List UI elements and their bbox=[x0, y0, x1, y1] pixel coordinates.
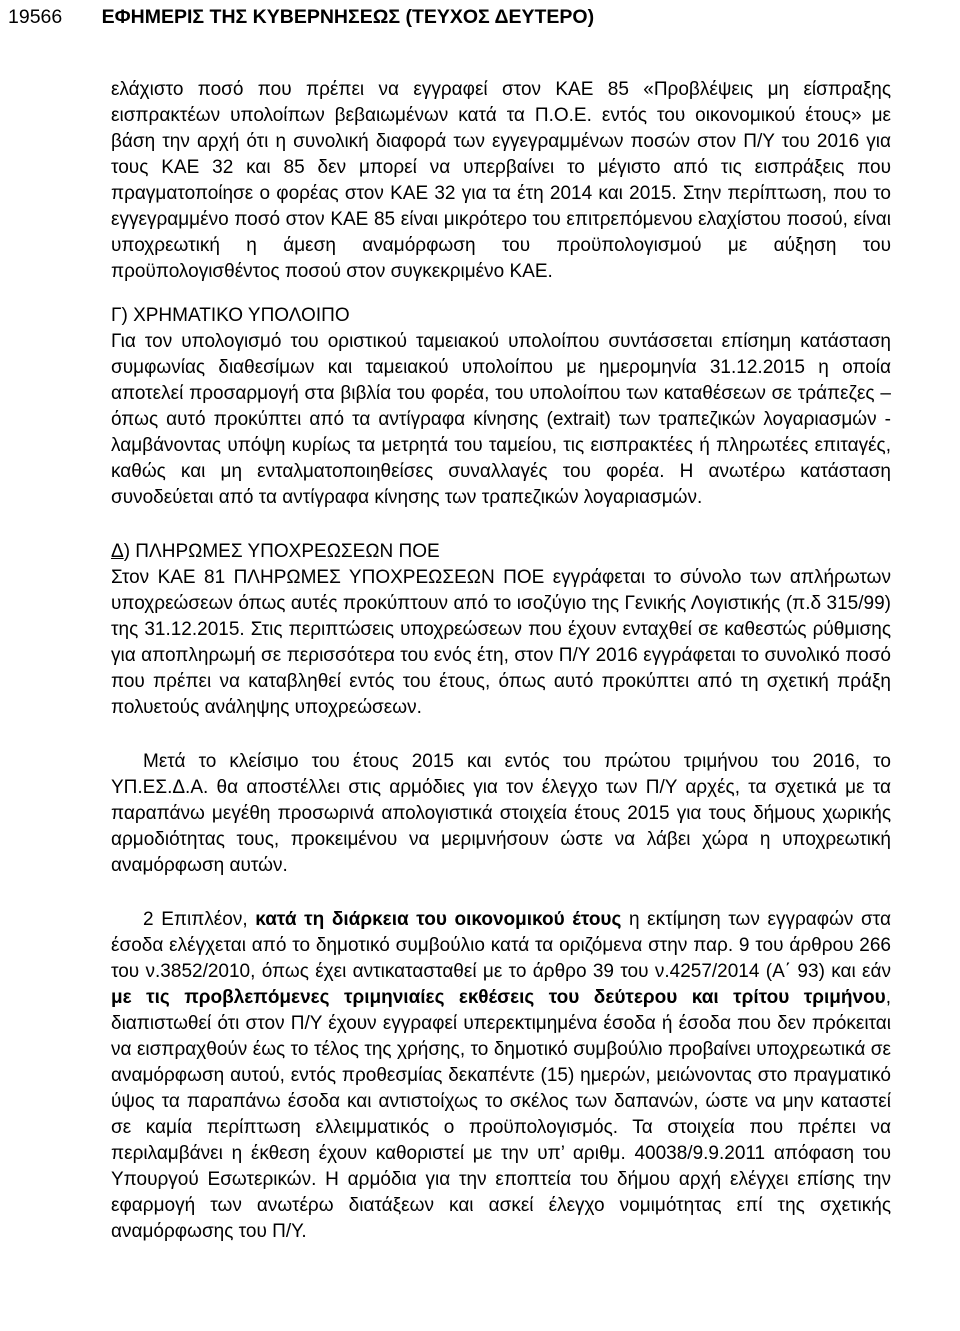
page-number: 19566 bbox=[8, 6, 63, 28]
paragraph-gap bbox=[111, 511, 891, 539]
journal-title: ΕΦΗΜΕΡΙΣ ΤΗΣ ΚΥΒΕΡΝΗΣΕΩΣ (ΤΕΥΧΟΣ ΔΕΥΤΕΡΟ) bbox=[101, 6, 595, 28]
paragraph-2-part-2: η εκτίμηση των εγγραφών στα έσοδα ελέγχεται από το δημοτικό συμβούλιο κατά τα οριζόμενα στην παρ. 9 του άρθρου 266 του ν.3852/2010, όπως έχει αντικατασταθεί με το άρθρο 39 του ν.4257/2014 (Α΄ 93) και εάν bbox=[111, 909, 891, 982]
section-d-title bbox=[111, 539, 891, 565]
paragraph-after-closing: Μετά το κλείσιμο του έτους 2015 και εντός του πρώτου τριμήνου του 2016, το ΥΠ.ΕΣ.Δ.Α. θα αποστέλλει στις αρμόδιες για τον έλεγχο των Π/Υ αρχές, τα σχετικά με τα παραπάνω μεγέθη προσωρινά απολογιστικά στοιχεία έτους 2015 για τους δήμους χωρικής αρμοδιότητας τους, προκειμένου να μεριμνήσουν ώστε να λάβει χώρα η υποχρεωτική αναμόρφωση αυτών. bbox=[111, 751, 891, 876]
paragraph-2-bold-1: κατά τη διάρκεια του οικονομικού έτους bbox=[255, 909, 622, 930]
document-body bbox=[111, 77, 891, 1245]
section-d-title-rest: ) ΠΛΗΡΩΜΕΣ ΥΠΟΧΡΕΩΣΕΩΝ ΠΟΕ bbox=[123, 541, 440, 562]
section-g-body: Για τον υπολογισμό του οριστικού ταμειακού υπολοίπου συντάσσεται επίσημη κατάσταση συμφωνίας διαθεσίμων και ταμειακού υπολοίπου με ημερομηνία 31.12.2015 η οποία αποτελεί προσαρμογή στα βιβλία του φορέα, του υπολοίπου των καταθέσεων σε τράπεζες – όπως αυτό προκύπτει από τα αντίγραφα κίνησης (extrait) των τραπεζικών λογαριασμών - λαμβάνοντας υπόψη κυρίως τα μετρητά του ταμείου, τις εισπρακτέες ή πληρωτέες επιταγές, καθώς και μη ενταλματοποιηθείσες συναλλαγές του φορέα. Η ανωτέρω κατάσταση συνοδεύεται από τα αντίγραφα κίνησης των τραπεζικών λογαριασμών. bbox=[111, 331, 891, 508]
paragraph-kae-85: ελάχιστο ποσό που πρέπει να εγγραφεί στον ΚΑΕ 85 «Προβλέψεις μη είσπραξης εισπρακτέων υπολοίπων βεβαιωμένων κατά τα Π.Ο.Ε. εντός του οικονομικού έτους» με βάση την αρχή ότι η συνολική διαφορά των εγγεγραμμένων ποσών στον Π/Υ του 2016 για τους ΚΑΕ 32 και 85 δεν μπορεί να υπερβαίνει το μέγιστο από τις εισπράξεις που πραγματοποίησε ο φορέας στον ΚΑΕ 32 για τα έτη 2014 και 2015. Στην περίπτωση, που το εγγεγραμμένο ποσό στον ΚΑΕ 85 είναι μικρότερο του επιτρεπόμενου ελαχίστου ποσού, είναι υποχρεωτική η άμεση αναμόρφωση του προϋπολογισμού με αύξηση του προϋπολογισθέντος ποσού στον συγκεκριμένο ΚΑΕ. bbox=[111, 79, 891, 282]
paragraph-2 bbox=[111, 907, 891, 1245]
paragraph-2-part-3: , διαπιστωθεί ότι στον Π/Υ έχουν εγγραφεί υπερεκτιμημένα έσοδα ή έσοδα που δεν πρόκειται να εισπραχθούν έως το τέλος της χρήσης, το δημοτικό συμβούλιο προβαίνει υποχρεωτικά σε αναμόρφωση αυτού, εντός προθεσμίας δεκαπέντε (15) ημερών, μειώνοντας στο πραγματικό ύψος τα παραπάνω έσοδα και αντιστοίχως το σκέλος των δαπανών, ώστε να μην καταστεί σε καμία περίπτωση ελλειμματικός ο προϋπολογισμός. Τα στοιχεία που πρέπει να περιλαμβάνει η έκθεση έχουν καθοριστεί με την υπ’ αριθμ. 40038/9.9.2011 απόφαση του Υπουργού Εσωτερικών. Η αρμόδια για την εποπτεία του δήμου αρχή ελέγχει επίσης την εφαρμογή των ανωτέρω διατάξεων και ασκεί έλεγχο νομιμότητας επί της σχετικής αναμόρφωσης του Π/Υ. bbox=[111, 987, 891, 1242]
paragraph-gap bbox=[111, 721, 891, 749]
paragraph-gap bbox=[111, 285, 891, 303]
page-header bbox=[8, 5, 948, 29]
paragraph-gap bbox=[111, 879, 891, 907]
section-d-body: Στον ΚΑΕ 81 ΠΛΗΡΩΜΕΣ ΥΠΟΧΡΕΩΣΕΩΝ ΠΟΕ εγγράφεται το σύνολο των απλήρωτων υποχρεώσεων όπως αυτές προκύπτουν από το ισοζύγιο της Γενικής Λογιστικής (π.δ 315/99) της 31.12.2015. Στις περιπτώσεις υποχρεώσεων που έχουν ενταχθεί σε καθεστώς ρύθμισης για αποπληρωμή σε περισσότερα του ενός έτη, στον Π/Υ 2016 εγγράφεται το συνολικό ποσό που πρέπει να καταβληθεί εντός του έτους, όπως αυτό προκύπτει από τη σχετική πράξη πολυετούς ανάληψης υποχρεώσεων. bbox=[111, 567, 891, 718]
section-d-letter: Δ bbox=[111, 541, 124, 562]
paragraph-2-bold-2: με τις προβλεπόμενες τριμηνιαίες εκθέσεις του δεύτερου και τρίτου τριμήνου bbox=[111, 987, 886, 1008]
paragraph-2-part-1: 2 Επιπλέον, bbox=[143, 909, 256, 930]
section-g-title: Γ) ΧΡΗΜΑΤΙΚΟ ΥΠΟΛΟΙΠΟ bbox=[111, 305, 350, 326]
